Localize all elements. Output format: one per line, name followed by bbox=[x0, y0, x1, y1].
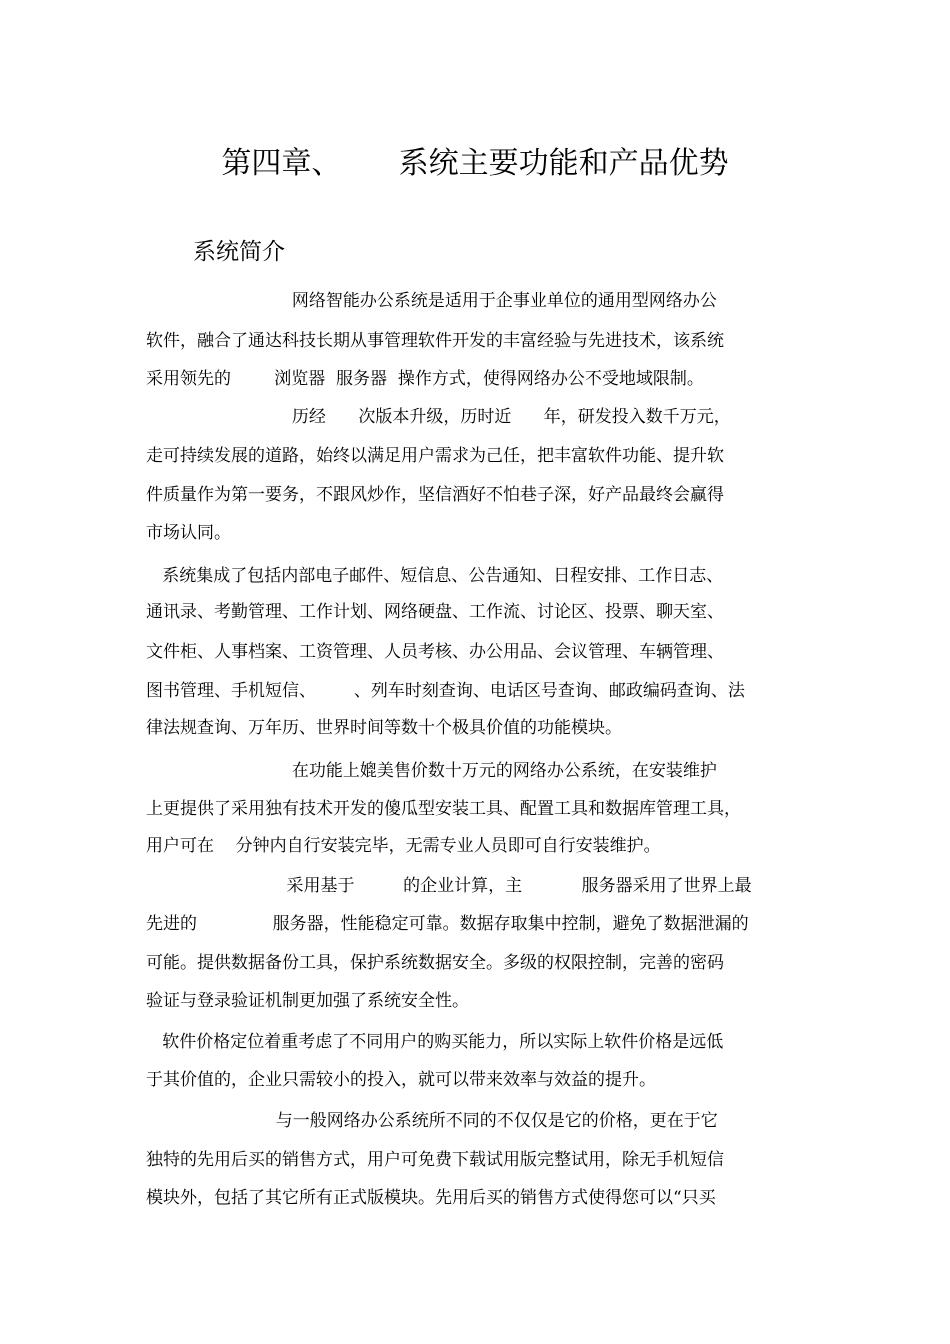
body-line: 与一般网络办公系统所不同的不仅仅是它的价格，更在于它 bbox=[146, 1111, 718, 1131]
body-line: 采用基于 的企业计算，主 服务器采用了世界上最 bbox=[146, 876, 752, 896]
body-line: 市场认同。 bbox=[146, 523, 231, 543]
body-line: 文件柜、人事档案、工资管理、人员考核、办公用品、会议管理、车辆管理、 bbox=[146, 642, 724, 662]
body-line: 在功能上媲美售价数十万元的网络办公系统，在安装维护 bbox=[146, 761, 717, 781]
body-line: 于其价值的，企业只需较小的投入，就可以带来效率与效益的提升。 bbox=[146, 1070, 656, 1090]
body-line: 历经 次版本升级，历时近 年，研发投入数千万元， bbox=[146, 407, 731, 427]
section-title: 系统简介 bbox=[193, 239, 285, 265]
body-line: 验证与登录验证机制更加强了系统安全性。 bbox=[146, 991, 469, 1011]
body-line: 独特的先用后买的销售方式，用户可免费下载试用版完整试用，除无手机短信 bbox=[146, 1150, 724, 1170]
body-line: 律法规查询、万年历、世界时间等数十个极具价值的功能模块。 bbox=[146, 718, 622, 738]
body-line: 采用领先的 浏览器 服务器 操作方式，使得网络办公不受地域限制。 bbox=[146, 369, 704, 389]
body-line: 用户可在 分钟内自行安装完毕，无需专业人员即可自行安装维护。 bbox=[146, 836, 661, 856]
chapter-title: 第四章、 系统主要功能和产品优势 bbox=[221, 146, 729, 181]
body-line: 软件，融合了通达科技长期从事管理软件开发的丰富经验与先进技术，该系统 bbox=[146, 331, 724, 351]
body-line: 可能。提供数据备份工具，保护系统数据安全。多级的权限控制，完善的密码 bbox=[146, 953, 724, 973]
body-line: 图书管理、手机短信、 、列车时刻查询、电话区号查询、邮政编码查询、法 bbox=[146, 681, 745, 701]
body-line: 软件价格定位着重考虑了不同用户的购买能力，所以实际上软件价格是远低 bbox=[146, 1032, 724, 1052]
body-line: 网络智能办公系统是适用于企事业单位的通用型网络办公 bbox=[146, 291, 717, 311]
body-line: 模块外，包括了其它所有正式版模块。先用后买的销售方式使得您可以“只买 bbox=[146, 1188, 716, 1208]
body-line: 走可持续发展的道路，始终以满足用户需求为己任，把丰富软件功能、提升软 bbox=[146, 446, 724, 466]
body-line: 上更提供了采用独有技术开发的傻瓜型安装工具、配置工具和数据库管理工具， bbox=[146, 799, 741, 819]
body-line: 通讯录、考勤管理、工作计划、网络硬盘、工作流、讨论区、投票、聊天室、 bbox=[146, 602, 724, 622]
body-line: 件质量作为第一要务，不跟风炒作，坚信酒好不怕巷子深，好产品最终会赢得 bbox=[146, 485, 724, 505]
body-line: 系统集成了包括内部电子邮件、短信息、公告通知、日程安排、工作日志、 bbox=[146, 566, 724, 586]
body-line: 先进的 服务器，性能稳定可靠。数据存取集中控制，避免了数据泄漏的 bbox=[146, 914, 749, 934]
